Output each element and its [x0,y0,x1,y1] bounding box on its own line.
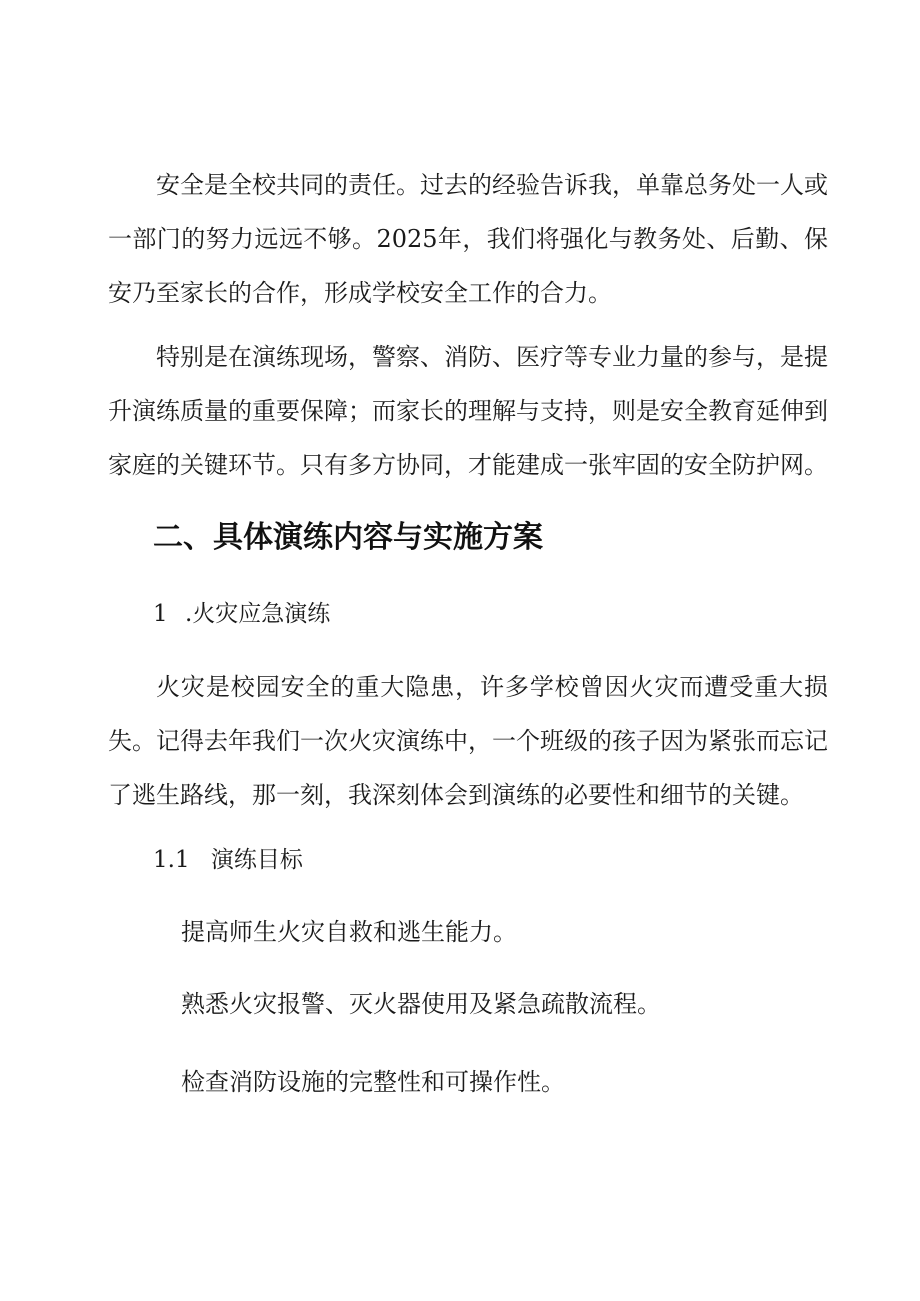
sub-subsection-heading-goals [153,844,303,876]
goal-item: 提高师生火灾自救和逃生能力。 [181,918,517,946]
goal-item: 熟悉火灾报警、灭火器使用及紧急疏散流程。 [181,990,661,1018]
paragraph-professional-forces: 特别是在演练现场，警察、消防、医疗等专业力量的参与，是提升演练质量的重要保障；而家长的理解与支持，则是安全教育延伸到家庭的关键环节。只有多方协同，才能建成一张牢固的安全防护网。 [108,343,828,479]
subsection-title: .火灾应急演练 [184,601,331,627]
goal-item: 检查消防设施的完整性和可操作性。 [181,1068,565,1096]
section-heading: 二、具体演练内容与实施方案 [153,520,543,555]
sub-subsection-title: 演练目标 [210,847,303,873]
paragraph-safety-responsibility: 安全是全校共同的责任。过去的经验告诉我，单靠总务处一人或一部门的努力远远不够。2025年，我们将强化与教务处、后勤、保安乃至家长的合作，形成学校安全工作的合力。 [108,171,828,307]
sub-subsection-number: 1.1 [153,847,190,873]
subsection-number: 1 [153,601,168,627]
subsection-heading-fire-drill [153,598,330,630]
paragraph-fire-hazard: 火灾是校园安全的重大隐患，许多学校曾因火灾而遭受重大损失。记得去年我们一次火灾演练中，一个班级的孩子因为紧张而忘记了逃生路线，那一刻，我深刻体会到演练的必要性和细节的关键。 [108,673,828,809]
